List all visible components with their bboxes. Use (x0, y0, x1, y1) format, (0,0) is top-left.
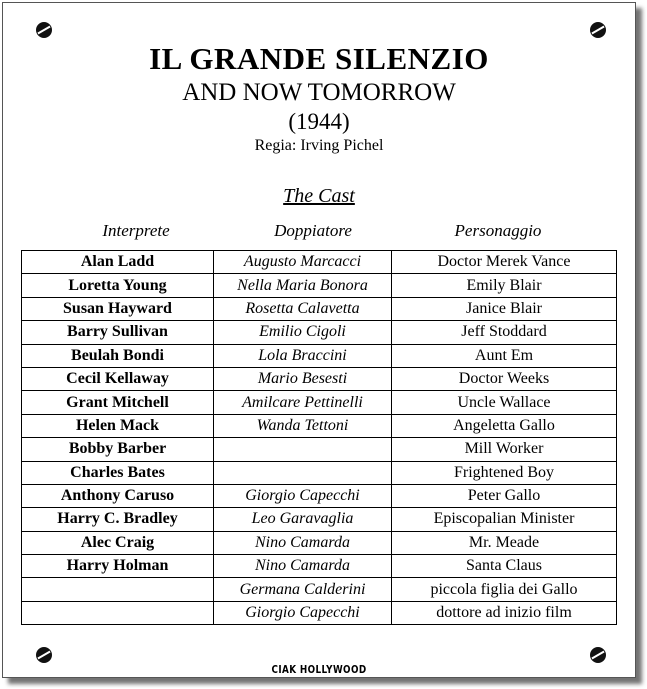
screw-icon (36, 647, 52, 663)
original-title: AND NOW TOMORROW (182, 79, 456, 106)
dubber-cell: Germana Calderini (214, 578, 392, 601)
actor-cell: Grant Mitchell (22, 391, 214, 414)
dubber-cell: Emilio Cigoli (214, 321, 392, 344)
character-cell: Aunt Em (392, 344, 617, 367)
screw-icon (36, 22, 52, 38)
cast-table (21, 250, 617, 625)
character-cell: Janice Blair (392, 297, 617, 320)
actor-cell: Helen Mack (22, 414, 214, 437)
dubber-cell: Mario Besesti (214, 367, 392, 390)
actor-cell (22, 601, 214, 624)
table-row (22, 414, 617, 437)
character-cell: Peter Gallo (392, 484, 617, 507)
actor-cell: Cecil Kellaway (22, 367, 214, 390)
character-cell: Mill Worker (392, 438, 617, 461)
actor-cell: Harry Holman (22, 555, 214, 578)
cast-heading: The Cast (283, 185, 355, 207)
actor-cell: Alec Craig (22, 531, 214, 554)
actor-cell: Alan Ladd (22, 251, 214, 274)
character-cell: Santa Claus (392, 555, 617, 578)
character-cell: Doctor Merek Vance (392, 251, 617, 274)
table-row (22, 321, 617, 344)
screw-icon (590, 647, 606, 663)
table-row (22, 391, 617, 414)
character-cell: Uncle Wallace (392, 391, 617, 414)
actor-cell: Susan Hayward (22, 297, 214, 320)
table-row (22, 531, 617, 554)
dubber-cell: Lola Braccini (214, 344, 392, 367)
character-cell: Mr. Meade (392, 531, 617, 554)
table-row (22, 297, 617, 320)
actor-cell: Anthony Caruso (22, 484, 214, 507)
character-cell: Frightened Boy (392, 461, 617, 484)
character-cell: Angeletta Gallo (392, 414, 617, 437)
table-row (22, 274, 617, 297)
table-row (22, 461, 617, 484)
dubber-cell: Leo Garavaglia (214, 508, 392, 531)
character-cell: dottore ad inizio film (392, 601, 617, 624)
director-credit: Regia: Irving Pichel (254, 137, 384, 154)
dubber-cell: Giorgio Capecchi (214, 601, 392, 624)
actor-cell: Beulah Bondi (22, 344, 214, 367)
dubber-cell: Rosetta Calavetta (214, 297, 392, 320)
release-year: (1944) (288, 109, 350, 134)
dubber-cell: Nella Maria Bonora (214, 274, 392, 297)
character-cell: Doctor Weeks (392, 367, 617, 390)
actor-cell (22, 578, 214, 601)
character-cell: Jeff Stoddard (392, 321, 617, 344)
screw-icon (590, 22, 606, 38)
dubber-cell: Augusto Marcacci (214, 251, 392, 274)
table-row (22, 367, 617, 390)
table-row (22, 484, 617, 507)
cast-plaque (2, 2, 636, 678)
character-cell: Emily Blair (392, 274, 617, 297)
actor-cell: Bobby Barber (22, 438, 214, 461)
column-header-character: Personaggio (454, 221, 542, 240)
character-cell: piccola figlia dei Gallo (392, 578, 617, 601)
table-row (22, 508, 617, 531)
dubber-cell: Nino Camarda (214, 531, 392, 554)
dubber-cell (214, 438, 392, 461)
dubber-cell: Nino Camarda (214, 555, 392, 578)
dubber-cell: Amilcare Pettinelli (214, 391, 392, 414)
dubber-cell: Giorgio Capecchi (214, 484, 392, 507)
table-row (22, 601, 617, 624)
ciak-hollywood-logo: CIAK HOLLYWOOD (271, 663, 367, 676)
table-row (22, 578, 617, 601)
character-cell: Episcopalian Minister (392, 508, 617, 531)
actor-cell: Barry Sullivan (22, 321, 214, 344)
actor-cell: Charles Bates (22, 461, 214, 484)
actor-cell: Loretta Young (22, 274, 214, 297)
film-title: IL GRANDE SILENZIO (149, 41, 489, 76)
dubber-cell: Wanda Tettoni (214, 414, 392, 437)
column-header-dubber: Doppiatore (274, 221, 352, 240)
table-row (22, 344, 617, 367)
dubber-cell (214, 461, 392, 484)
actor-cell: Harry C. Bradley (22, 508, 214, 531)
table-row (22, 438, 617, 461)
table-row (22, 251, 617, 274)
table-row (22, 555, 617, 578)
column-header-actor: Interprete (102, 221, 170, 240)
